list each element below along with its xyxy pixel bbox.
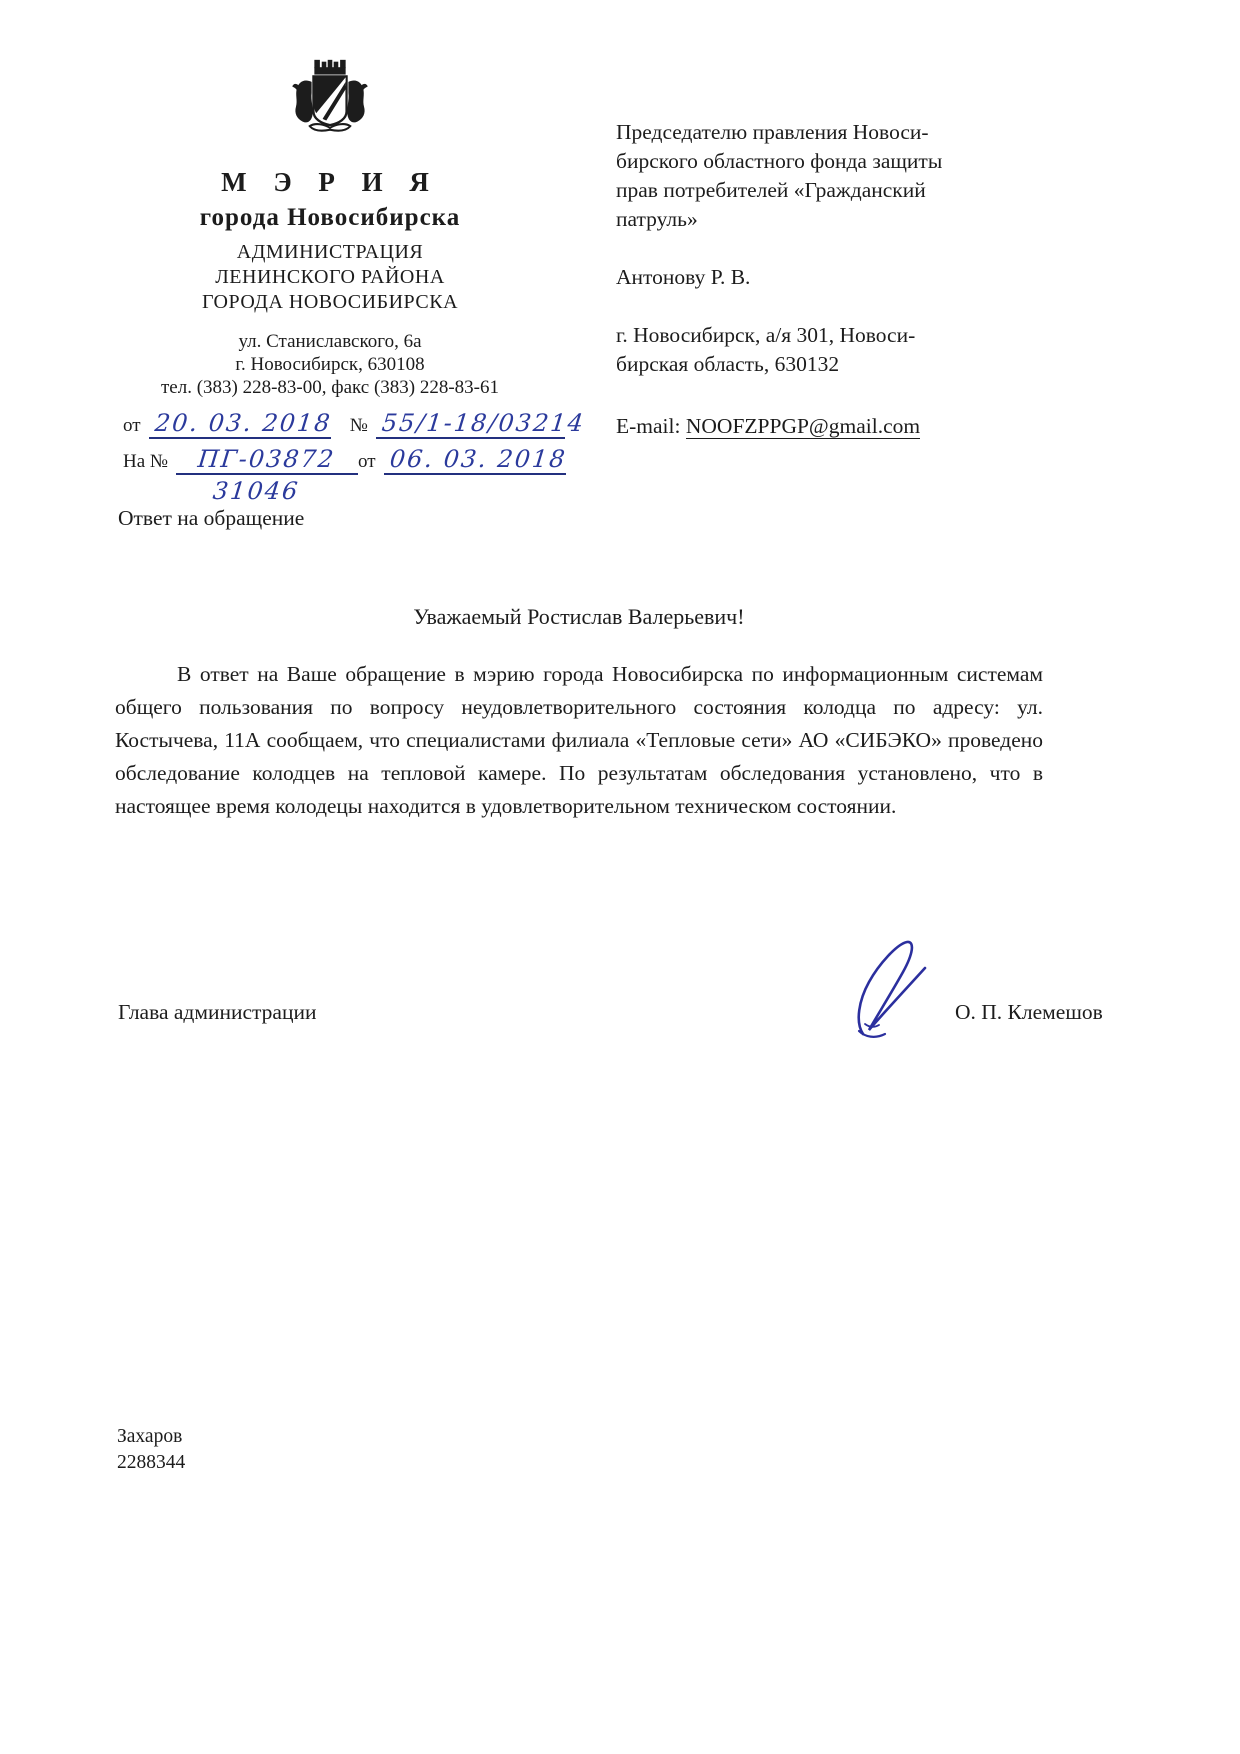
outgoing-date-field [149, 409, 331, 439]
org-subtitle: города Новосибирска [199, 204, 461, 231]
incoming-date-value: 06. 03. 2018 [388, 445, 568, 473]
incoming-number-field [176, 445, 358, 475]
signer-name: О. П. Клемешов [955, 1000, 1103, 1024]
incoming-number-extra-row [123, 477, 565, 505]
department-line: ГОРОДА НОВОСИБИРСКА [201, 291, 459, 313]
outgoing-number-value: 55/1-18/03214 [380, 409, 587, 437]
recipient-title-line: бирского областного фонда защиты [616, 149, 943, 173]
novosibirsk-coat-of-arms-icon [284, 58, 376, 155]
recipient-address [616, 321, 1016, 379]
email-link[interactable]: NOOFZPPGP@gmail.com [685, 414, 921, 438]
incoming-number-label: На № [123, 451, 169, 472]
department-line: АДМИНИСТРАЦИЯ [236, 241, 424, 263]
recipient-title-line: прав потребителей «Гражданский [616, 178, 926, 202]
recipient-block [616, 118, 1016, 441]
org-title: М Э Р И Я [221, 167, 439, 197]
recipient-title [616, 118, 1016, 234]
subject-line: Ответ на обращение [118, 506, 305, 530]
signature-autograph-icon [835, 938, 950, 1053]
incoming-number-value: ПГ-03872 [196, 445, 338, 473]
sender-address-line: г. Новосибирск, 630108 [235, 354, 425, 375]
sender-address-line: ул. Станиславского, 6а [238, 331, 422, 352]
recipient-email-row [616, 412, 1016, 441]
outgoing-reference-row [123, 409, 587, 439]
recipient-address-line: г. Новосибирск, а/я 301, Новоси- [616, 323, 916, 347]
letterhead [95, 58, 587, 505]
body-paragraph: В ответ на Ваше обращение в мэрию города Новосибирска по информационным системам общего пользования по вопросу неудовлетворительного состояния колодца по адресу: ул. Костычева, 11А сообщаем, что специалистами филиала «Тепловые сети» АО «СИБЭКО» проведено обследование колодцев на тепловой камере. По результатам обследования установлено, что в настоящее время колодецы находится в удовлетворительном техническом состоянии. [115, 662, 1043, 818]
recipient-name: Антонову Р. В. [616, 265, 751, 289]
outgoing-number-field [376, 409, 587, 439]
incoming-date-label: от [358, 451, 376, 472]
sender-address-line: тел. (383) 228-83-00, факс (383) 228-83-61 [160, 377, 500, 398]
recipient-title-line: Председателю правления Новоси- [616, 120, 929, 144]
executor-block [117, 1424, 185, 1476]
email-label: E-mail: [616, 414, 686, 438]
sender-address-block [95, 330, 565, 399]
executor-phone: 2288344 [117, 1452, 186, 1473]
incoming-date-field [384, 445, 566, 475]
incoming-reference-row [123, 445, 568, 475]
reference-block [95, 409, 587, 505]
recipient-address-line: бирская область, 630132 [616, 352, 840, 376]
signer-position: Глава администрации [118, 1000, 317, 1024]
outgoing-number-label: № [349, 415, 368, 436]
outgoing-date-label: от [123, 415, 141, 436]
department-block [95, 240, 565, 314]
executor-name: Захаров [117, 1426, 183, 1447]
recipient-title-line: патруль» [616, 207, 698, 231]
department-line: ЛЕНИНСКОГО РАЙОНА [215, 266, 445, 288]
incoming-number-extra-value: 31046 [211, 477, 301, 505]
outgoing-date-value: 20. 03. 2018 [153, 409, 333, 437]
salutation: Уважаемый Ростислав Валерьевич! [413, 604, 745, 629]
